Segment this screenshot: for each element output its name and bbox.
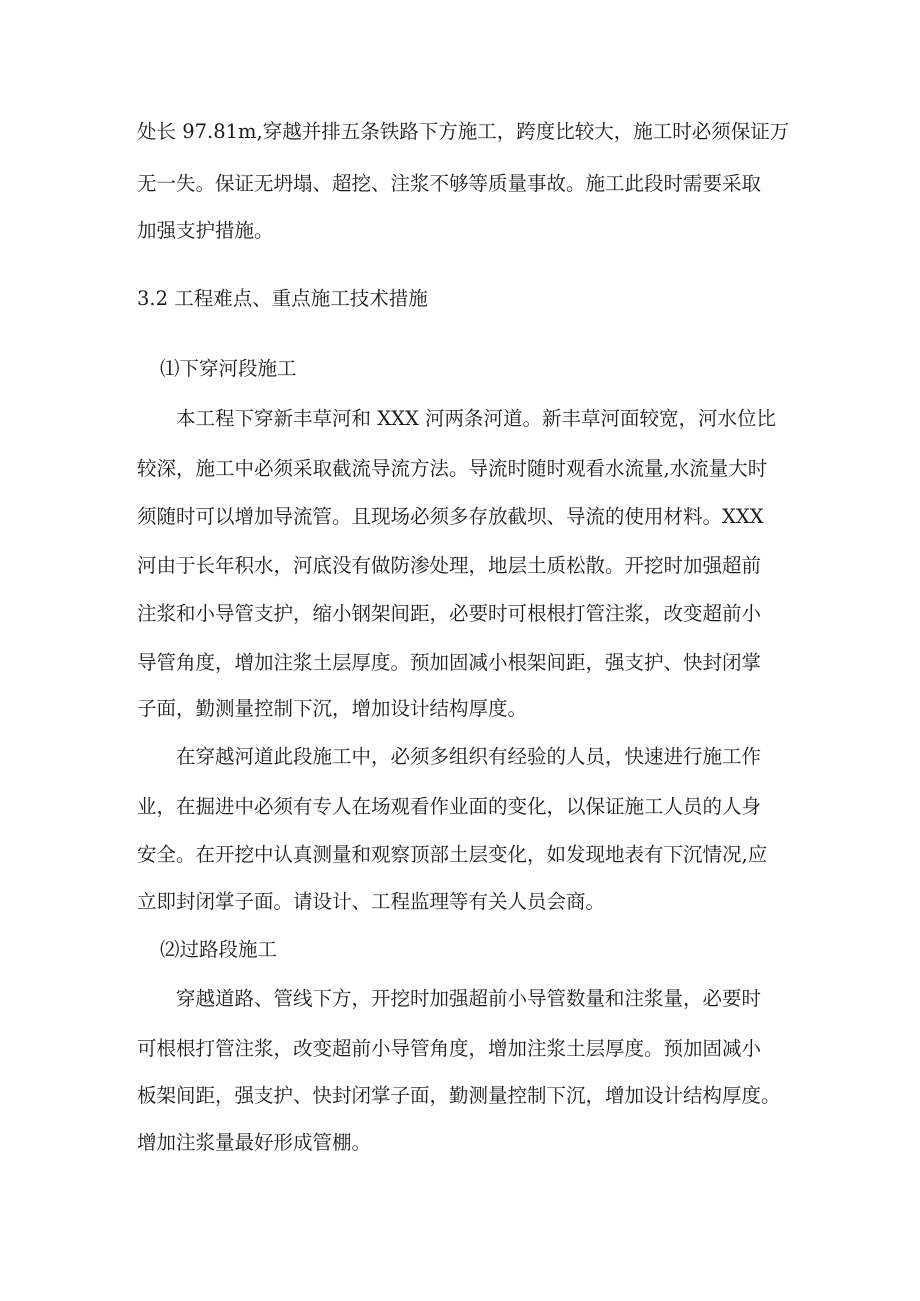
text-line: 子面，勤测量控制下沉，增加设计结构厚度。 [137, 697, 528, 720]
text-line: 处长 97.81m,穿越并排五条铁路下方施工，跨度比较大，施工时必须保证万 [137, 120, 790, 143]
text-line: 加强支护措施。 [137, 219, 274, 242]
text-line: 较深，施工中必须采取截流导流方法。导流时随时观看水流量,水流量大时 [137, 457, 768, 480]
subsection-heading: ⑴下穿河段施工 [160, 357, 297, 380]
text-line: 增加注浆量最好形成管棚。 [137, 1131, 372, 1154]
subsection-heading: ⑵过路段施工 [160, 938, 278, 961]
text-line: 安全。在开挖中认真测量和观察顶部土层变化，如发现地表有下沉情况,应 [137, 843, 768, 866]
text-line: 立即封闭掌子面。请设计、工程监理等有关人员会商。 [137, 890, 606, 913]
section-heading: 3.2 工程难点、重点施工技术措施 [137, 287, 428, 310]
text-line: 业，在掘进中必须有专人在场观看作业面的变化，以保证施工人员的人身 [137, 795, 762, 818]
text-line: 板架间距，强支护、快封闭掌子面，勤测量控制下沉，增加设计结构厚度。 [137, 1084, 781, 1107]
text-line: 可根根打管注浆，改变超前小导管角度，增加注浆土层厚度。预加固减小 [137, 1037, 762, 1060]
text-line: 本工程下穿新丰草河和 XXX 河两条河道。新丰草河面较宽，河水位比 [176, 407, 777, 430]
text-line: 穿越道路、管线下方，开挖时加强超前小导管数量和注浆量，必要时 [176, 987, 762, 1010]
text-line: 导管角度，增加注浆土层厚度。预加固减小根架间距，强支护、快封闭掌 [137, 651, 762, 674]
text-line: 注浆和小导管支护，缩小钢架间距，必要时可根根打管注浆，改变超前小 [137, 602, 762, 625]
text-line: 在穿越河道此段施工中，必须多组织有经验的人员，快速进行施工作 [176, 745, 762, 768]
text-line: 无一失。保证无坍塌、超挖、注浆不够等质量事故。施工此段时需要采取 [137, 172, 762, 195]
text-line: 河由于长年积水，河底没有做防渗处理，地层土质松散。开挖时加强超前 [137, 554, 762, 577]
text-line: 须随时可以增加导流管。且现场必须多存放截坝、导流的使用材料。XXX [137, 505, 764, 528]
